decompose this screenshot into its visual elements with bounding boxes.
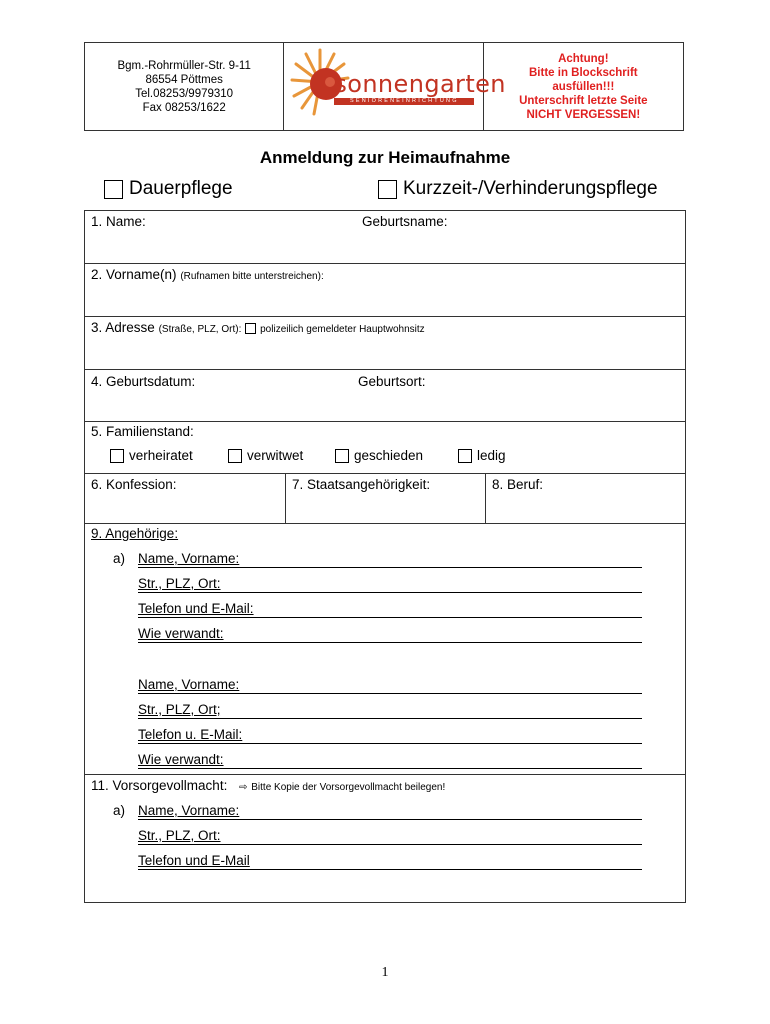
vollmacht-hint: Bitte Kopie der Vorsorgevollmacht beilegen! <box>251 782 446 793</box>
divider <box>485 474 486 523</box>
label-birthname: Geburtsname: <box>362 214 448 229</box>
checkbox[interactable] <box>110 449 124 463</box>
field-label: Name, Vorname: <box>138 551 240 566</box>
hauptwohnsitz-label: polizeilich gemeldeter Hauptwohnsitz <box>260 324 425 335</box>
option-verheiratet[interactable] <box>110 448 193 463</box>
warning-line: Unterschrift letzte Seite <box>519 94 648 107</box>
field-rel1-address[interactable] <box>138 576 642 593</box>
field-rel2-relation[interactable] <box>138 752 642 769</box>
adresse-field <box>91 320 425 335</box>
address-block <box>85 43 284 130</box>
option-label: ledig <box>477 448 506 463</box>
label-vorname: 2. Vorname(n) <box>91 267 177 282</box>
marker-a: a) <box>113 803 126 818</box>
label-name: 1. Name: <box>91 214 146 229</box>
option-label: verwitwet <box>247 448 304 463</box>
checkbox[interactable] <box>228 449 242 463</box>
field-rel1-relation[interactable] <box>138 626 642 643</box>
field-label: Str., PLZ, Ort: <box>138 576 221 591</box>
logo-wordmark: sonnengarten <box>334 70 506 98</box>
field-label: Telefon und E-Mail <box>138 853 250 868</box>
letterhead <box>84 42 684 131</box>
field-vollmacht-phone[interactable] <box>138 853 642 870</box>
warning-line: NICHT VERGESSEN! <box>526 108 641 121</box>
label-familienstand: 5. Familienstand: <box>91 424 194 439</box>
vorname-hint: (Rufnamen bitte unterstreichen): <box>180 271 324 282</box>
field-vollmacht-name[interactable] <box>138 803 642 820</box>
arrow-right-icon: ⇨ <box>239 782 248 793</box>
adresse-hint: (Straße, PLZ, Ort): <box>158 324 242 335</box>
care-option-label: Dauerpflege <box>129 178 233 199</box>
row-geburtsdatum[interactable] <box>85 370 685 422</box>
label-vorsorgevollmacht: 11. Vorsorgevollmacht: <box>91 778 228 793</box>
care-option-kurzzeit[interactable] <box>378 178 658 200</box>
option-label: geschieden <box>354 448 424 463</box>
option-verwitwet[interactable] <box>228 448 303 463</box>
field-rel2-address[interactable] <box>138 702 642 719</box>
address-street: Bgm.-Rohrmüller-Str. 9-11 <box>117 59 251 72</box>
address-fax: Fax 08253/1622 <box>142 101 226 114</box>
option-label: verheiratet <box>129 448 193 463</box>
field-label: Telefon und E-Mail: <box>138 601 254 616</box>
care-option-dauerpflege[interactable] <box>104 178 233 200</box>
label-staatsangehoerigkeit: 7. Staatsangehörigkeit: <box>292 477 431 492</box>
checkbox[interactable] <box>458 449 472 463</box>
field-label: Telefon u. E-Mail: <box>138 727 243 742</box>
field-rel1-name[interactable] <box>138 551 642 568</box>
row-vorsorgevollmacht <box>85 775 685 904</box>
label-geburtsdatum: 4. Geburtsdatum: <box>91 374 196 389</box>
field-label: Str., PLZ, Ort; <box>138 702 221 717</box>
field-label: Name, Vorname: <box>138 677 240 692</box>
warning-notice <box>484 43 683 130</box>
field-label: Wie verwandt: <box>138 752 224 767</box>
option-ledig[interactable] <box>458 448 506 463</box>
row-vorname[interactable] <box>85 264 685 317</box>
label-angehoerige: 9. Angehörige: <box>91 526 179 541</box>
option-geschieden[interactable] <box>335 448 423 463</box>
label-adresse: 3. Adresse <box>91 320 155 335</box>
logo-tagline: SENIORENEINRICHTUNG <box>334 98 474 105</box>
label-geburtsort: Geburtsort: <box>358 374 426 389</box>
vollmacht-heading <box>91 778 445 793</box>
vorname-field <box>91 267 324 282</box>
page-number: 1 <box>381 965 389 980</box>
divider <box>285 474 286 523</box>
marker-a: a) <box>113 551 126 566</box>
field-rel1-phone[interactable] <box>138 601 642 618</box>
checkbox[interactable] <box>378 180 397 199</box>
warning-line: Bitte in Blockschrift <box>529 66 638 79</box>
label-beruf: 8. Beruf: <box>492 477 544 492</box>
row-name[interactable] <box>85 211 685 264</box>
logo <box>284 43 506 130</box>
warning-line: Achtung! <box>558 52 609 65</box>
field-rel2-name[interactable] <box>138 677 642 694</box>
field-label: Str., PLZ, Ort: <box>138 828 221 843</box>
row-adresse[interactable] <box>85 317 685 370</box>
warning-line: ausfüllen!!! <box>552 80 615 93</box>
row-angehoerige <box>85 524 685 775</box>
address-phone: Tel.08253/9979310 <box>135 87 234 100</box>
form-title: Anmeldung zur Heimaufnahme <box>259 148 511 167</box>
checkbox[interactable] <box>104 180 123 199</box>
label-konfession: 6. Konfession: <box>91 477 177 492</box>
field-rel2-phone[interactable] <box>138 727 642 744</box>
row-konfession <box>85 474 685 524</box>
field-label: Name, Vorname: <box>138 803 240 818</box>
field-vollmacht-address[interactable] <box>138 828 642 845</box>
row-familienstand <box>85 422 685 474</box>
checkbox[interactable] <box>335 449 349 463</box>
field-label: Wie verwandt: <box>138 626 224 641</box>
address-city: 86554 Pöttmes <box>145 73 223 86</box>
care-option-label: Kurzzeit-/Verhinderungspflege <box>403 178 658 199</box>
checkbox-hauptwohnsitz[interactable] <box>245 323 256 334</box>
form-table <box>84 210 686 903</box>
